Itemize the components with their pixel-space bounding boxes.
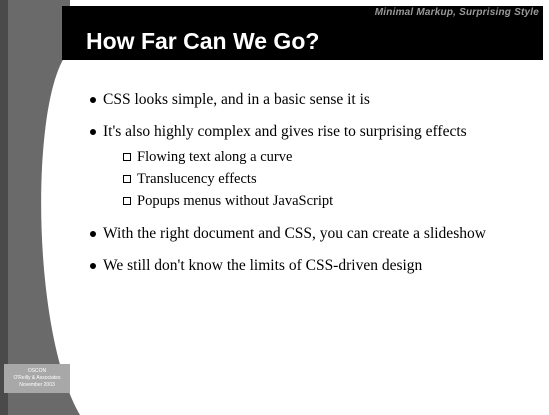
sub-list-item-text: Popups menus without JavaScript [137, 193, 334, 209]
slide-title: How Far Can We Go? [86, 28, 320, 54]
square-bullet-icon [123, 153, 131, 161]
footer-line: OSCON [27, 368, 47, 374]
list-item-text: It's also highly complex and gives rise to surprising effects [103, 123, 467, 140]
sub-list-item-text: Translucency effects [137, 171, 257, 187]
slide-tagline: Minimal Markup, Surprising Style [374, 7, 539, 18]
sub-list-item-text: Flowing text along a curve [137, 149, 293, 165]
footer-line: O'Reilly & Associates [13, 375, 61, 381]
footer-line: November 2003 [19, 382, 55, 388]
list-item [88, 224, 528, 244]
list-item [88, 90, 528, 110]
bullet-icon [90, 97, 96, 103]
footer-credit [4, 364, 70, 393]
sub-list-item [123, 146, 528, 168]
sub-list [88, 146, 528, 212]
list-item-text: CSS looks simple, and in a basic sense it is [103, 91, 370, 108]
list-item [88, 256, 528, 276]
sub-list-item [123, 190, 528, 212]
bullet-icon [90, 263, 96, 269]
sub-list-item [123, 168, 528, 190]
bullet-icon [90, 231, 96, 237]
bullet-icon [90, 129, 96, 135]
square-bullet-icon [123, 197, 131, 205]
list-item [88, 122, 528, 142]
list-item-text: With the right document and CSS, you can create a slideshow [103, 225, 486, 242]
list-item-text: We still don't know the limits of CSS-driven design [103, 257, 423, 274]
square-bullet-icon [123, 175, 131, 183]
bullet-list [88, 90, 528, 276]
